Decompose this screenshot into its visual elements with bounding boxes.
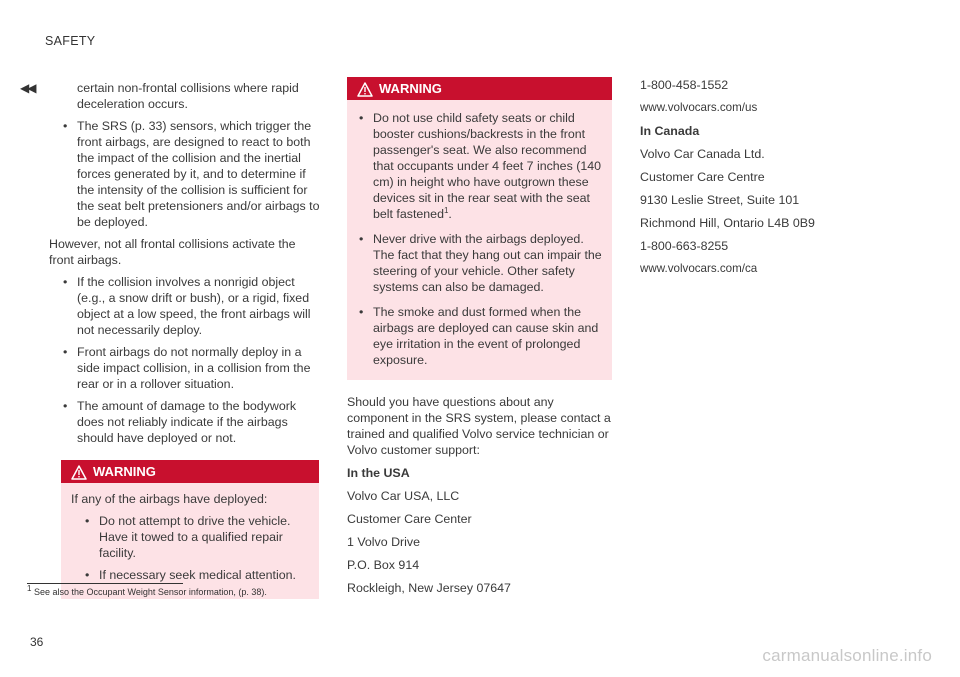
usa-url-link[interactable]: www.volvocars.com/us [640,101,758,114]
bullet-icon: • [85,514,90,528]
paragraph: However, not all frontal collisions activate the front airbags. [49,237,296,267]
bullet-icon: • [85,568,90,582]
canada-phone: 1-800-663-8255 [640,239,729,253]
paragraph: Should you have questions about any component in the SRS system, please contact a trained and qualified Volvo service technician or Volvo customer support: [347,395,611,457]
list-item-text: The smoke and dust formed when the airbags are deployed can cause skin and eye irritation in the event of prolonged exposure. [373,305,599,367]
list-item-text: Do not use child safety seats or child booster cushions/backrests in the front passenger's seat. We also recommend that occupants under 4 feet 7 inches (140 cm) in height who have outgrown these devices sit in the rear seat with the seat belt fastened [373,111,602,221]
warning-body [61,483,319,599]
warning-header [347,77,612,100]
list-item-text: If necessary seek medical attention. [99,568,296,582]
address-line: Rockleigh, New Jersey 07647 [347,581,511,595]
warning-body [347,100,612,380]
warning-triangle-icon [357,81,373,96]
list-item [63,274,321,338]
column-1 [49,80,321,599]
list-item-text: If the collision involves a nonrigid object (e.g., a snow drift or bush), or a rigid, fixed object at a low speed, the front airbags will not necessarily deploy. [77,275,311,337]
list-item-text: Never drive with the airbags deployed. The fact that they hang out can impair the steering of your vehicle. Other safety systems can also be damaged. [373,232,602,294]
list-item [63,344,321,392]
warning-box [61,460,319,599]
address-line: Volvo Car Canada Ltd. [640,147,765,161]
bullet-icon: • [63,399,68,413]
bullet-list-b [63,274,321,446]
warning-title: WARNING [379,81,442,96]
bullet-icon: • [359,232,364,246]
section-title: SAFETY [45,34,96,48]
canada-url-link[interactable]: www.volvocars.com/ca [640,262,758,275]
address-line: Customer Care Center [347,512,472,526]
column-3 [640,77,900,284]
list-item-text: The SRS (p. 33) sensors, which trigger the front airbags, are designed to react to both the impact of the collision and the inertial forces generated by it, and to determine if the intensity of the collision is sufficient for the seat belt pretensioners and/or airbags to be deployed. [77,119,320,229]
bullet-icon: • [63,119,68,133]
footnote-text: See also the Occupant Weight Sensor information, (p. 38). [31,587,267,597]
warning-bullets [85,513,309,583]
warning-title: WARNING [93,464,156,479]
footnote-ref: 1 [443,205,449,215]
list-item-text-end: . [448,207,452,221]
list-item [359,304,602,368]
canada-heading: In Canada [640,124,700,138]
footnote-mark: 1 [27,584,32,593]
warning-header [61,460,319,483]
warning-triangle-icon [71,464,87,479]
list-item [85,567,309,583]
warning-intro: If any of the airbags have deployed: [71,492,268,506]
address-line: 9130 Leslie Street, Suite 101 [640,193,800,207]
usa-phone: 1-800-458-1552 [640,78,729,92]
list-item [359,231,602,295]
list-item-text: Front airbags do not normally deploy in a side impact collision, in a collision from the rear or in a rollover situation. [77,345,311,391]
bullet-icon: • [359,111,364,125]
watermark: carmanualsonline.info [762,646,932,665]
list-item [359,110,602,222]
footnote-divider [27,583,183,584]
footnote [27,584,267,598]
column-2 [347,77,612,603]
bullet-icon: • [63,345,68,359]
address-line: Customer Care Centre [640,170,765,184]
list-item [63,118,321,230]
list-item-text: The amount of damage to the bodywork does not reliably indicate if the airbags should have deployed or not. [77,399,297,445]
bullet-icon: • [63,275,68,289]
warning-box [347,77,612,380]
page-number: 36 [30,635,44,649]
address-line: Richmond Hill, Ontario L4B 0B9 [640,216,815,230]
bullet-icon: • [359,305,364,319]
continued-arrow-icon: ◀◀ [20,81,35,95]
list-item [63,398,321,446]
continued-text: certain non-frontal collisions where rapid deceleration occurs. [77,81,299,111]
bullet-list-a [63,118,321,230]
list-item [85,513,309,561]
usa-heading: In the USA [347,466,410,480]
list-item-text: Do not attempt to drive the vehicle. Have it towed to a qualified repair facility. [99,514,291,560]
warning-bullets [359,110,602,368]
address-line: 1 Volvo Drive [347,535,421,549]
address-line: Volvo Car USA, LLC [347,489,460,503]
address-line: P.O. Box 914 [347,558,420,572]
